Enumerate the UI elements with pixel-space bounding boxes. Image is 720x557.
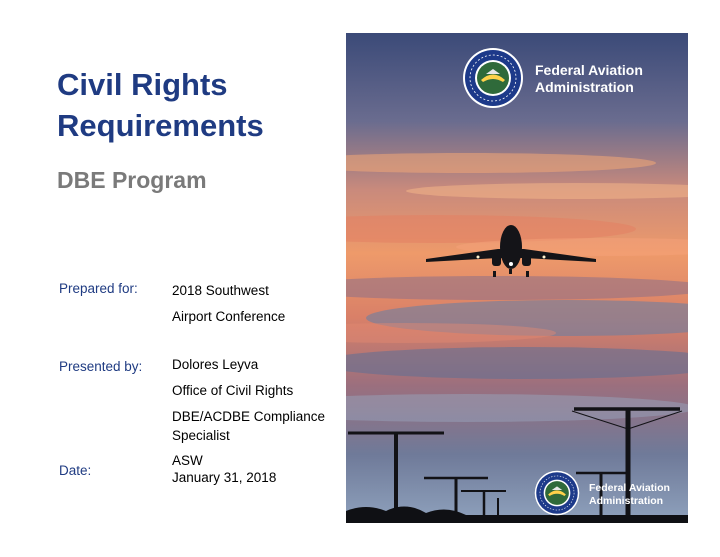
presenter-office: Office of Civil Rights bbox=[172, 383, 294, 398]
date-label: Date: bbox=[59, 463, 92, 478]
faa-name-bottom-line-1: Federal Aviation bbox=[589, 482, 670, 494]
presented-by-label: Presented by: bbox=[59, 359, 143, 374]
faa-seal-icon bbox=[462, 47, 524, 109]
faa-name-top-line-1: Federal Aviation bbox=[535, 62, 643, 78]
prepared-for-label: Prepared for: bbox=[59, 281, 138, 296]
title-line-1: Civil Rights bbox=[57, 67, 228, 102]
faa-name-top bbox=[535, 62, 643, 96]
faa-name-bottom-line-2: Administration bbox=[589, 494, 664, 507]
presenter-region: ASW bbox=[172, 453, 203, 468]
slide-title bbox=[57, 64, 337, 146]
date-value: January 31, 2018 bbox=[172, 470, 277, 485]
prepared-for-line-2: Airport Conference bbox=[172, 309, 286, 324]
presenter-title-1: DBE/ACDBE Compliance bbox=[172, 409, 326, 424]
presenter-title-2: Specialist bbox=[172, 428, 230, 443]
title-line-2: Requirements bbox=[57, 108, 264, 143]
slide-subtitle: DBE Program bbox=[57, 167, 207, 193]
presenter-name: Dolores Leyva bbox=[172, 357, 259, 372]
faa-seal-small-icon bbox=[534, 470, 580, 516]
prepared-for-line-1: 2018 Southwest bbox=[172, 283, 269, 298]
faa-name-top-line-2: Administration bbox=[535, 78, 634, 95]
faa-name-bottom bbox=[589, 482, 670, 507]
